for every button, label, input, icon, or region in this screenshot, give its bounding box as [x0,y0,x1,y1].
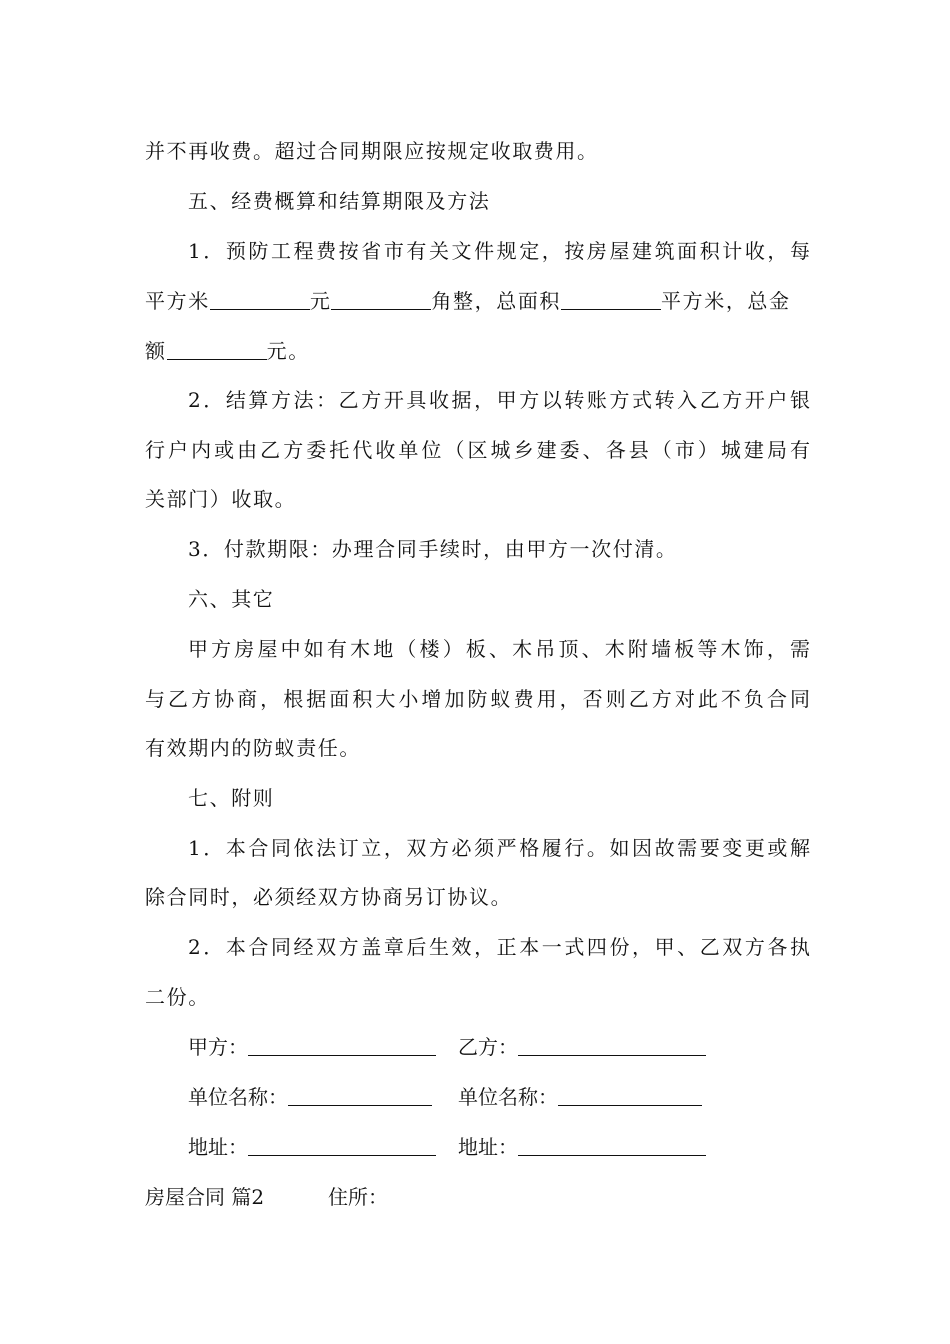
paragraph-line-blanks [145,287,810,315]
paragraph-line: 二份。 [145,985,210,1009]
text-amount: 额 [145,339,167,363]
paragraph-line: 并不再收费。超过合同期限应按规定收取费用。 [145,139,599,163]
next-contract-title: 房屋合同 篇2 [145,1185,265,1209]
blank-total-amount [167,337,267,360]
signature-row-address [188,1133,728,1161]
party-a-blank [248,1033,436,1056]
unit-b-blank [558,1083,702,1106]
text-yuan: 元 [309,289,332,313]
text-yuan-end: 元。 [266,339,310,363]
text-sqm-total: 平方米，总金 [661,289,791,313]
paragraph-line-blanks [145,337,810,365]
party-b-label: 乙方： [458,1035,518,1059]
paragraph-line: 1．预防工程费按省市有关文件规定，按房屋建筑面积计收，每 [188,239,810,263]
paragraph-line: 1．本合同依法订立，双方必须严格履行。如因故需要变更或解 [188,836,810,860]
section-heading-5: 五、经费概算和结算期限及方法 [188,189,491,213]
address-a-label: 地址： [188,1135,248,1159]
address-b-label: 地址： [458,1135,518,1159]
paragraph-line: 行户内或由乙方委托代收单位（区城乡建委、各县（市）城建局有 [145,438,810,462]
text-per-sqm: 平方米 [145,289,210,313]
paragraph-line: 与乙方协商，根据面积大小增加防蚁费用，否则乙方对此不负合同 [145,687,810,711]
paragraph-line: 除合同时，必须经双方协商另订协议。 [145,885,513,909]
signature-row-party [188,1033,728,1061]
paragraph-line: 甲方房屋中如有木地（楼）板、木吊顶、木附墙板等木饰，需 [188,637,810,661]
blank-jiao [331,287,431,310]
footer-row [145,1183,445,1211]
address-b-blank [518,1133,706,1156]
text-jiao-total-area: 角整，总面积 [431,289,562,313]
paragraph-line: 2．结算方法：乙方开具收据，甲方以转账方式转入乙方开户银 [188,388,810,412]
address-a-blank [248,1133,436,1156]
party-a-label: 甲方： [188,1035,248,1059]
paragraph-line: 3．付款期限：办理合同手续时，由甲方一次付清。 [188,537,678,561]
signature-row-unit [188,1083,728,1111]
party-b-blank [518,1033,706,1056]
blank-total-area [561,287,661,310]
unit-b-label: 单位名称： [458,1085,558,1109]
paragraph-line: 有效期内的防蚁责任。 [145,736,361,760]
unit-a-label: 单位名称： [188,1085,288,1109]
section-heading-6: 六、其它 [188,587,275,611]
section-heading-7: 七、附则 [188,786,275,810]
paragraph-line: 关部门）收取。 [145,487,297,511]
residence-label: 住所： [328,1185,388,1209]
unit-a-blank [288,1083,432,1106]
paragraph-line: 2．本合同经双方盖章后生效，正本一式四份，甲、乙双方各执 [188,935,810,959]
blank-yuan [210,287,310,310]
